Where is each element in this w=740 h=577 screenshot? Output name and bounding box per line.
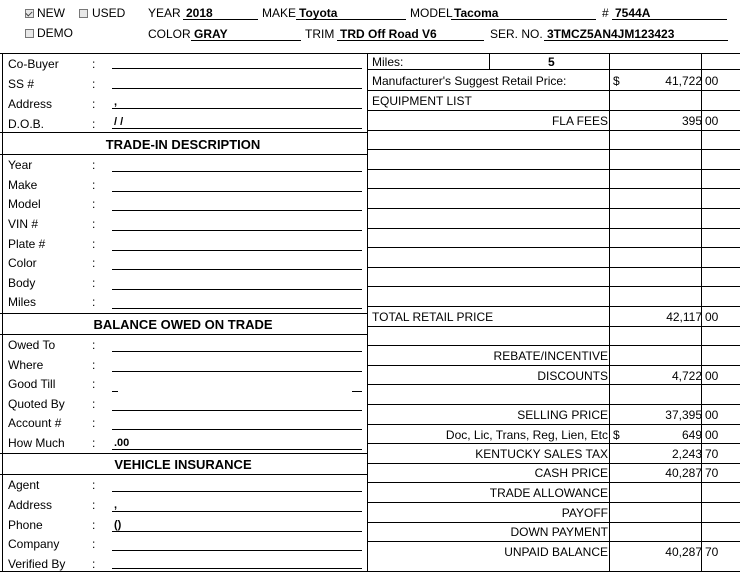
used-checkbox[interactable] <box>79 9 88 18</box>
divider <box>0 453 367 454</box>
ss-label: SS # <box>8 77 35 91</box>
colon: : <box>92 295 96 309</box>
row-line <box>368 345 740 346</box>
colon: : <box>92 117 96 131</box>
owed-to-field[interactable] <box>112 338 362 352</box>
used-label: USED <box>92 6 126 20</box>
down-payment-label: DOWN PAYMENT <box>510 525 608 539</box>
phone-field[interactable]: () <box>112 518 362 532</box>
agent-field[interactable] <box>112 478 362 492</box>
msrp-amount[interactable]: 41,722 <box>665 74 702 88</box>
fla-fees-amount[interactable]: 395 <box>681 114 702 128</box>
trade-make-field[interactable] <box>112 178 362 192</box>
cash-price-label: CASH PRICE <box>534 466 608 480</box>
divider <box>0 474 367 475</box>
row-line <box>368 149 740 150</box>
row-line <box>368 522 740 523</box>
good-till-label: Good Till <box>8 377 56 391</box>
doc-fees-label: Doc, Lic, Trans, Reg, Lien, Etc <box>445 428 608 442</box>
row-line <box>368 188 740 189</box>
demo-checkbox[interactable] <box>25 29 34 38</box>
row-line <box>368 69 740 70</box>
colon: : <box>92 256 96 270</box>
sales-tax-label: KENTUCKY SALES TAX <box>475 447 608 461</box>
unpaid-balance-label: UNPAID BALANCE <box>504 545 608 559</box>
sales-tax-cents[interactable]: 70 <box>705 447 719 461</box>
colon: : <box>92 498 96 512</box>
colon: : <box>92 158 96 172</box>
row-line <box>368 326 740 327</box>
colon: : <box>92 57 96 71</box>
divider <box>0 132 367 133</box>
header-divider <box>0 53 740 54</box>
colon: : <box>92 338 96 352</box>
cash-price-cents[interactable]: 70 <box>705 466 719 480</box>
cobuyer-label: Co-Buyer <box>8 57 59 71</box>
colon: : <box>92 276 96 290</box>
ins-address-field[interactable]: , <box>112 498 362 512</box>
address-field[interactable]: , <box>112 95 362 109</box>
colon: : <box>92 478 96 492</box>
colon: : <box>92 518 96 532</box>
row-line <box>368 169 740 170</box>
colon: : <box>92 97 96 111</box>
trade-miles-field[interactable] <box>112 295 362 309</box>
doc-fees-cents[interactable]: 00 <box>705 428 719 442</box>
ss-field[interactable] <box>112 75 362 89</box>
new-label: NEW <box>37 6 65 20</box>
row-line <box>368 110 740 111</box>
trade-year-field[interactable] <box>112 158 362 172</box>
serial-value[interactable]: 3TMCZ5AN4JM123423 <box>544 27 728 41</box>
discounts-cents[interactable]: 00 <box>705 369 719 383</box>
rebate-label: REBATE/INCENTIVE <box>493 349 608 363</box>
selling-price-label: SELLING PRICE <box>517 408 608 422</box>
colon: : <box>92 358 96 372</box>
verified-by-label: Verified By <box>8 557 66 571</box>
row-line <box>368 424 740 425</box>
row-line <box>368 267 740 268</box>
account-field[interactable] <box>112 416 362 430</box>
trade-model-label: Model <box>8 197 41 211</box>
row-line <box>368 365 740 366</box>
fla-fees-cents[interactable]: 00 <box>705 114 719 128</box>
row-line <box>368 541 740 542</box>
divider <box>0 334 367 335</box>
model-label: MODEL <box>410 6 453 20</box>
colon: : <box>92 178 96 192</box>
miles-value[interactable]: 5 <box>548 55 555 69</box>
row-line <box>368 482 740 483</box>
row-line <box>368 384 740 385</box>
trade-year-label: Year <box>8 158 33 172</box>
miles-divider <box>489 53 490 69</box>
msrp-cents[interactable]: 00 <box>705 74 719 88</box>
unpaid-balance-amount[interactable]: 40,287 <box>665 545 702 559</box>
color-value[interactable]: GRAY <box>191 27 301 41</box>
msrp-label: Manufacturer's Suggest Retail Price: <box>372 74 567 88</box>
insurance-title: VEHICLE INSURANCE <box>114 457 252 472</box>
colon: : <box>92 557 96 571</box>
phone-label: Phone <box>8 518 43 532</box>
row-line <box>368 443 740 444</box>
colon: : <box>92 436 96 450</box>
divider <box>0 154 367 155</box>
row-line <box>368 247 740 248</box>
colon: : <box>92 237 96 251</box>
balance-title: BALANCE OWED ON TRADE <box>93 317 273 332</box>
colon: : <box>92 197 96 211</box>
doc-fees-currency: $ <box>613 428 620 442</box>
row-line <box>368 463 740 464</box>
new-checkbox[interactable] <box>25 9 34 18</box>
ins-address-label: Address <box>8 498 53 512</box>
trade-in-title: TRADE-IN DESCRIPTION <box>105 137 261 152</box>
colon: : <box>92 537 96 551</box>
where-field[interactable] <box>112 358 362 372</box>
trade-model-field[interactable] <box>112 197 362 211</box>
where-label: Where <box>8 358 44 372</box>
address-label: Address <box>8 97 53 111</box>
good-till-date-end[interactable] <box>352 377 362 392</box>
year-value[interactable]: 2018 <box>183 6 258 20</box>
model-value[interactable]: Tacoma <box>451 6 596 20</box>
row-line <box>368 208 740 209</box>
trim-label: TRIM <box>305 27 335 41</box>
quoted-by-field[interactable] <box>112 397 362 411</box>
year-label: YEAR <box>148 6 181 20</box>
colon: : <box>92 77 96 91</box>
row-line <box>368 502 740 503</box>
colon: : <box>92 217 96 231</box>
colon: : <box>92 397 96 411</box>
serial-label: SER. NO. <box>490 27 543 41</box>
demo-label: DEMO <box>37 26 73 40</box>
trade-color-field[interactable] <box>112 256 362 270</box>
quoted-by-label: Quoted By <box>8 397 65 411</box>
row-line <box>368 228 740 229</box>
row-line <box>368 90 740 91</box>
total-retail-label: TOTAL RETAIL PRICE <box>372 310 494 324</box>
left-border <box>2 53 3 571</box>
account-label: Account # <box>8 416 62 430</box>
total-retail-cents[interactable]: 00 <box>705 310 719 324</box>
divider <box>0 313 367 314</box>
doc-fees-amount[interactable]: 649 <box>681 428 702 442</box>
stock-value[interactable]: 7544A <box>612 6 727 20</box>
equipment-list-label: EQUIPMENT LIST <box>372 94 472 108</box>
total-retail-amount[interactable]: 42,117 <box>666 310 702 324</box>
selling-price-amount[interactable]: 37,395 <box>665 408 702 422</box>
dob-field[interactable]: / / <box>112 115 362 129</box>
how-much-label: How Much <box>8 436 65 450</box>
sales-tax-amount[interactable]: 2,243 <box>671 447 702 461</box>
how-much-field[interactable]: .00 <box>112 436 362 450</box>
trim-value[interactable]: TRD Off Road V6 <box>337 27 484 41</box>
discounts-amount[interactable]: 4,722 <box>671 369 702 383</box>
make-label: MAKE <box>262 6 297 20</box>
trade-vin-field[interactable] <box>112 217 362 231</box>
row-line <box>368 286 740 287</box>
miles-label: Miles: <box>372 55 404 69</box>
dob-label: D.O.B. <box>8 117 45 131</box>
row-line <box>368 130 740 131</box>
payoff-label: PAYOFF <box>561 506 608 520</box>
trade-plate-field[interactable] <box>112 237 362 251</box>
colon: : <box>92 377 96 391</box>
msrp-currency: $ <box>613 74 620 88</box>
company-label: Company <box>8 537 60 551</box>
fla-fees-label: FLA FEES <box>551 114 608 128</box>
trade-allowance-label: TRADE ALLOWANCE <box>489 486 608 500</box>
selling-price-cents[interactable]: 00 <box>705 408 719 422</box>
trade-make-label: Make <box>8 178 38 192</box>
cash-price-amount[interactable]: 40,287 <box>665 466 702 480</box>
trade-color-label: Color <box>8 256 37 270</box>
make-value[interactable]: Toyota <box>296 6 406 20</box>
colon: : <box>92 416 96 430</box>
discounts-label: DISCOUNTS <box>537 369 608 383</box>
agent-label: Agent <box>8 478 40 492</box>
company-field[interactable] <box>112 537 362 551</box>
owed-to-label: Owed To <box>8 338 56 352</box>
trade-miles-label: Miles <box>8 295 37 309</box>
trade-plate-label: Plate # <box>8 237 46 251</box>
verified-by-field[interactable] <box>112 555 362 569</box>
row-line <box>368 404 740 405</box>
trade-body-field[interactable] <box>112 276 362 290</box>
trade-body-label: Body <box>8 276 36 290</box>
cobuyer-field[interactable] <box>112 55 362 69</box>
unpaid-balance-cents[interactable]: 70 <box>705 545 719 559</box>
stock-label: # <box>602 6 609 20</box>
bottom-border <box>0 571 740 572</box>
color-label: COLOR <box>148 27 191 41</box>
good-till-date-start[interactable] <box>112 377 118 392</box>
trade-vin-label: VIN # <box>8 217 39 231</box>
row-line <box>368 306 740 307</box>
